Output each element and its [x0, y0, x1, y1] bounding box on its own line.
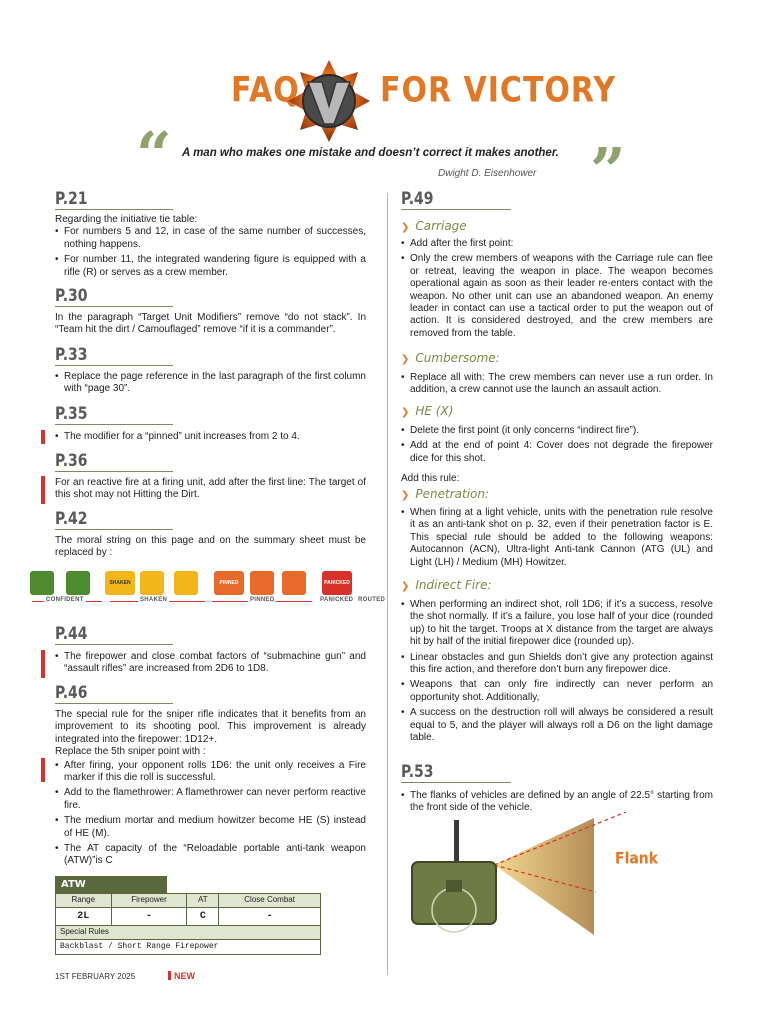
new-marker	[41, 650, 45, 678]
heading-p36: P.36	[55, 451, 88, 471]
morale-pinned-box	[250, 571, 274, 595]
carriage-bullet-2: • Only the crew members of weapons with the Carriage rule can flee or retreat, leaving the weapon in place. The weapon becomes operational again as soon as their leader re-enters contact with the weapon. No other unit can use an abandoned weapon. An enemy leader in contact can use a tactical order to put the weapon out of action. It is considered destroyed, and the crew members are removed from the table.	[401, 253, 713, 340]
morale-shaken-label-box: SHAKEN	[105, 571, 135, 595]
p33-bullet: • Replace the page reference in the last paragraph of the first column with “page 30”.	[55, 371, 366, 396]
heading-p35: P.35	[55, 404, 88, 424]
he-bullet-1: • Delete the first point (it only concerns “indirect fire”).	[401, 425, 713, 437]
table-row	[56, 940, 321, 955]
he-bullet-2: • Add at the end of point 4: Cover does not degrade the firepower dice for this shot.	[401, 440, 713, 465]
heading-p21: P.21	[55, 189, 88, 209]
morale-stage-confident: CONFIDENT	[46, 597, 84, 603]
for-victory-title: FOR VICTORY	[380, 70, 617, 111]
heading-p53: P.53	[401, 762, 434, 782]
p33-section	[55, 371, 366, 399]
new-marker-icon	[168, 971, 171, 980]
chevron-right-icon: ❯	[401, 407, 410, 418]
table-header-cell: Range	[56, 894, 112, 908]
table-header-row	[56, 894, 321, 908]
p44-section	[55, 651, 366, 679]
vehicle-flank-diagram	[406, 810, 636, 940]
p44-bullet: • The firepower and close combat factors of “submachine gun” and “assault rifles” are increased from 2D6 to 1D8.	[55, 651, 366, 676]
add-rule-text: Add this rule:	[401, 473, 460, 484]
morale-pinned-label-box: PINNED	[214, 571, 244, 595]
special-rules-value: Backblast / Short Range Firepower	[56, 940, 321, 955]
table-header-cell: AT	[187, 894, 219, 908]
indirect-bullet-2: • Linear obstacles and gun Shields don’t give any protection against this fire action, and therefore don’t burn any firepower dice.	[401, 652, 713, 677]
rule-title-carriage	[401, 219, 467, 235]
heading-p33: P.33	[55, 345, 88, 365]
morale-shaken-box	[140, 571, 164, 595]
morale-panicked-label-box: PANICKED	[322, 571, 352, 595]
table-cell: -	[111, 908, 187, 926]
new-marker	[41, 476, 45, 504]
heading-p49: P.49	[401, 189, 434, 209]
p46-bullet-2: • Add to the flamethrower: A flamethrower can never perform reactive fire.	[55, 787, 366, 812]
new-marker	[41, 758, 45, 782]
p46-bullet-3: • The medium mortar and medium howitzer become HE (S) instead of HE (M).	[55, 815, 366, 840]
penetration-section	[401, 507, 713, 572]
chevron-right-icon: ❯	[401, 222, 410, 233]
table-cell: C	[187, 908, 219, 926]
heading-underline	[55, 644, 173, 645]
footer-date: 1ST FEBRUARY 2025	[55, 972, 136, 981]
footer-new-label: NEW	[174, 971, 195, 981]
table-cell: -	[219, 908, 321, 926]
rule-title-penetration	[401, 487, 489, 503]
carriage-bullet-1: • Add after the first point:	[401, 238, 713, 250]
footer-new-legend	[168, 971, 195, 983]
close-quote-icon: ”	[590, 134, 626, 207]
table-header-cell: Firepower	[111, 894, 187, 908]
flank-label: Flank	[615, 849, 659, 869]
p46-text-1: The special rule for the sniper rifle indicates that it benefits from an improvement to its shooting pool. This improvement is already integrated into the firepower: 1D12+.	[55, 709, 366, 745]
rule-title-label: Penetration:	[415, 487, 490, 501]
column-divider	[387, 193, 388, 975]
tank-hull-icon	[412, 862, 496, 924]
quote-text: A man who makes one mistake and doesn’t correct it makes another.	[182, 147, 559, 159]
rule-title-label: Carriage	[415, 219, 467, 233]
p36-text: For an reactive fire at a firing unit, add after the first line: The target of this shot may not Hitting the Dirt.	[55, 477, 366, 501]
faq-title: FAQ	[231, 70, 300, 111]
p21-section	[55, 214, 366, 282]
table-header-cell: Close Combat	[219, 894, 321, 908]
open-quote-icon: “	[136, 118, 172, 191]
cumbersome-bullet: • Replace all with: The crew members can never use a run order. In addition, a crew cannot use the launch an assault action.	[401, 372, 713, 397]
heading-underline	[401, 209, 511, 210]
indirect-bullet-1: • When performing an indirect shot, roll 1D6; if it’s a success, resolve the shot normally. If it’s a failure, you lose half of your dice (rounded up) to hit the target. Troops at X distance from the target are always hit by half of the initial firepower dice (rounded up).	[401, 599, 713, 649]
heading-underline	[55, 365, 173, 366]
p35-section	[55, 431, 366, 446]
p46-bullet-1: • After firing, your opponent rolls 1D6: the unit only receives a Fire marker if this die roll is successful.	[55, 760, 366, 785]
chevron-right-icon: ❯	[401, 581, 410, 592]
p42-text: The moral string on this page and on the summary sheet must be replaced by :	[55, 535, 366, 559]
new-marker	[41, 430, 45, 444]
cumbersome-section	[401, 372, 713, 400]
p21-bullet-2: • For number 11, the integrated wandering figure is equipped with a rifle (R) or serves as a crew member.	[55, 254, 366, 279]
special-rules-label: Special Rules	[56, 926, 321, 940]
heading-underline	[55, 424, 173, 425]
heading-p44: P.44	[55, 624, 88, 644]
morale-string	[30, 567, 386, 611]
quote-author: Dwight D. Eisenhower	[438, 168, 537, 179]
rule-title-cumbersome	[401, 351, 500, 367]
rule-title-label: Cumbersome:	[415, 351, 500, 365]
heading-underline	[401, 782, 511, 783]
heading-underline	[55, 529, 173, 530]
p35-bullet: • The modifier for a “pinned” unit increases from 2 to 4.	[55, 431, 366, 443]
penetration-bullet: • When firing at a light vehicle, units with the penetration rule resolve it as an anti-tank shot on p. 32, even if their penetration factor is E. This special rule should be added to the following weapons: Autocannon (ACN), Ultra-light Anti-tank Cannon (ATG (UL) and Light (LH) / Medium (MH) Howitzer.	[401, 507, 713, 569]
indirect-bullet-4: • A success on the destruction roll will always be considered a result equal to 5, and the player will always roll a D6 on the light damage table.	[401, 707, 713, 744]
atw-table	[55, 876, 321, 955]
p46-bullet-4: • The AT capacity of the “Reloadable portable anti-tank weapon (ATW)”is C	[55, 843, 366, 868]
chevron-right-icon: ❯	[401, 354, 410, 365]
tank-gun-barrel	[454, 820, 459, 868]
morale-shaken-box	[174, 571, 198, 595]
heading-p30: P.30	[55, 286, 88, 306]
table-row	[56, 908, 321, 926]
rule-title-label: HE (X)	[415, 404, 454, 418]
atw-table-title: ATW	[55, 876, 167, 893]
indirect-bullet-3: • Weapons that can only fire indirectly can never perform an opportunity shot. Additionally,	[401, 679, 713, 704]
atw-stats-table	[55, 893, 321, 955]
he-section	[401, 425, 713, 468]
heading-underline	[55, 471, 173, 472]
morale-stage-panicked: PANICKED	[320, 597, 354, 603]
rule-title-he	[401, 404, 453, 420]
victory-v-logo	[286, 58, 372, 144]
table-row	[56, 926, 321, 940]
morale-pinned-box	[282, 571, 306, 595]
indirect-section	[401, 599, 713, 747]
p46-text-2: Replace the 5th sniper point with :	[55, 746, 206, 758]
p46-section	[55, 709, 366, 871]
heading-underline	[55, 306, 173, 307]
morale-confident-box	[30, 571, 54, 595]
flank-arc-shape	[494, 818, 594, 935]
morale-stage-pinned: PINNED	[250, 597, 275, 603]
morale-stage-shaken: SHAKEN	[140, 597, 168, 603]
rule-title-label: Indirect Fire:	[415, 578, 492, 592]
heading-p46: P.46	[55, 683, 88, 703]
heading-underline	[55, 703, 173, 704]
p30-text: In the paragraph “Target Unit Modifiers” remove “do not stack”. In “Team hit the dirt / Camouflaged” remove “if it is a commander”.	[55, 312, 366, 336]
tank-turret-icon	[446, 880, 462, 892]
heading-underline	[55, 209, 173, 210]
p21-bullet-1: • For numbers 5 and 12, in case of the same number of successes, nothing happens.	[55, 226, 366, 251]
p53-bullet: • The flanks of vehicles are defined by an angle of 22.5° starting from the front side of the vehicle.	[401, 790, 713, 815]
rule-title-indirect	[401, 578, 492, 594]
carriage-section	[401, 238, 713, 343]
chevron-right-icon: ❯	[401, 490, 410, 501]
table-cell: 2L	[56, 908, 112, 926]
morale-stage-routed: ROUTED	[358, 597, 386, 603]
morale-confident-box	[66, 571, 90, 595]
heading-p42: P.42	[55, 509, 88, 529]
p21-intro: Regarding the initiative tie table:	[55, 214, 198, 225]
